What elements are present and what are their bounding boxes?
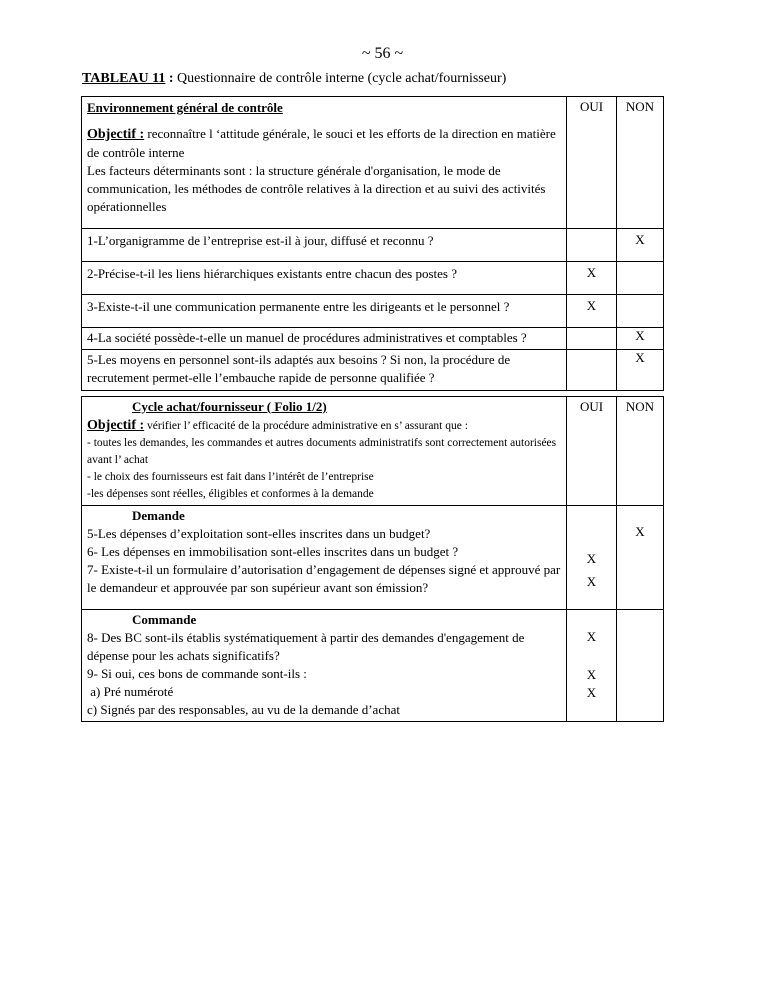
oui-cell xyxy=(567,350,617,391)
non-cell: X xyxy=(617,229,664,262)
table-row xyxy=(82,262,664,295)
oui-mark: X xyxy=(586,551,597,566)
header-cell xyxy=(82,97,567,229)
objective-bullet: - toutes les demandes, les commandes et autres documents administratifs sont correctement autorisées avant l’ achat xyxy=(87,437,557,466)
non-cell xyxy=(617,506,664,610)
section-title: Cycle achat/fournisseur ( Folio 1/2) xyxy=(132,399,327,414)
oui-mark: X xyxy=(586,574,597,589)
oui-cell xyxy=(567,506,617,610)
table-row xyxy=(82,350,664,391)
table-header-row xyxy=(82,397,664,506)
question-cell: 5-Les moyens en personnel sont-ils adaptés aux besoins ? Si non, la procédure de recrutement permet-elle l’embauche rapide de personne qualifiée ? xyxy=(82,350,567,391)
oui-mark: X xyxy=(586,667,597,682)
oui-header: OUI xyxy=(567,97,617,229)
question-line: 9- Si oui, ces bons de commande sont-ils : xyxy=(87,666,307,681)
non-cell xyxy=(617,262,664,295)
oui-mark: X xyxy=(586,685,597,700)
factors-text: Les facteurs déterminants sont : la structure générale d'organisation, le mode de communication, les méthodes de contrôle relatives à la direction et au suivi des activités opérationnelles xyxy=(87,163,546,214)
question-cell: 3-Existe-t-il une communication permanente entre les dirigeants et le personnel ? xyxy=(82,295,567,328)
question-line: 6- Les dépenses en immobilisation sont-elles inscrites dans un budget ? xyxy=(87,544,459,559)
table-header-row xyxy=(82,97,664,229)
non-header: NON xyxy=(617,97,664,229)
objectif-label: Objectif : xyxy=(87,418,145,433)
table-label: TABLEAU 11 xyxy=(82,71,166,86)
oui-mark: X xyxy=(586,629,597,644)
objectif-paragraph xyxy=(87,416,561,435)
objectif-text: vérifier l’ efficacité de la procédure administrative en s’ assurant que : xyxy=(144,420,468,432)
oui-header: OUI xyxy=(567,397,617,506)
objective-bullet: -les dépenses sont réelles, éligibles et conformes à la demande xyxy=(87,488,374,500)
oui-cell xyxy=(567,610,617,722)
oui-cell: X xyxy=(567,295,617,328)
objectif-paragraph xyxy=(87,125,561,162)
non-cell: X xyxy=(617,350,664,391)
non-mark: X xyxy=(635,524,645,539)
question-line: 8- Des BC sont-ils établis systématiquement à partir des demandes d'engagement de dépense pour les achats significatifs? xyxy=(87,630,525,663)
question-cell: 2-Précise-t-il les liens hiérarchiques existants entre chacun des postes ? xyxy=(82,262,567,295)
non-cell: X xyxy=(617,328,664,350)
commande-cell xyxy=(82,610,567,722)
demande-cell xyxy=(82,506,567,610)
page-number: ~ 56 ~ xyxy=(361,45,404,62)
question-line: 5-Les dépenses d’exploitation sont-elles inscrites dans un budget? xyxy=(87,526,431,541)
non-cell xyxy=(617,295,664,328)
table-row xyxy=(82,295,664,328)
oui-cell: X xyxy=(567,262,617,295)
commande-title: Commande xyxy=(132,612,197,627)
control-environment-table xyxy=(81,96,664,391)
non-cell xyxy=(617,610,664,722)
title-separator: : xyxy=(165,71,174,86)
non-header: NON xyxy=(617,397,664,506)
commande-row xyxy=(82,610,664,722)
table-title xyxy=(82,71,506,87)
demande-row xyxy=(82,506,664,610)
section-title: Environnement général de contrôle xyxy=(87,100,283,115)
purchase-cycle-table xyxy=(81,396,664,722)
oui-cell xyxy=(567,328,617,350)
header-cell xyxy=(82,397,567,506)
oui-cell xyxy=(567,229,617,262)
demande-title: Demande xyxy=(132,508,185,523)
table-row xyxy=(82,328,664,350)
question-line: 7- Existe-t-il un formulaire d’autorisation d’engagement de dépenses signé et approuvé par le demandeur et approuvée par son supérieur avant son émission? xyxy=(87,562,561,595)
question-line: a) Pré numéroté xyxy=(87,684,174,699)
question-line: c) Signés par des responsables, au vu de la demande d’achat xyxy=(87,702,400,717)
objective-bullet: - le choix des fournisseurs est fait dans l’intérêt de l’entreprise xyxy=(87,471,374,483)
objectif-text: reconnaître l ‘attitude générale, le souci et les efforts de la direction en matière de contrôle interne xyxy=(87,126,556,160)
question-cell: 4-La société possède-t-elle un manuel de procédures administratives et comptables ? xyxy=(82,328,567,350)
objectif-label: Objectif : xyxy=(87,127,145,142)
table-row xyxy=(82,229,664,262)
question-cell: 1-L’organigramme de l’entreprise est-il à jour, diffusé et reconnu ? xyxy=(82,229,567,262)
table-caption: Questionnaire de contrôle interne (cycle achat/fournisseur) xyxy=(173,71,507,86)
